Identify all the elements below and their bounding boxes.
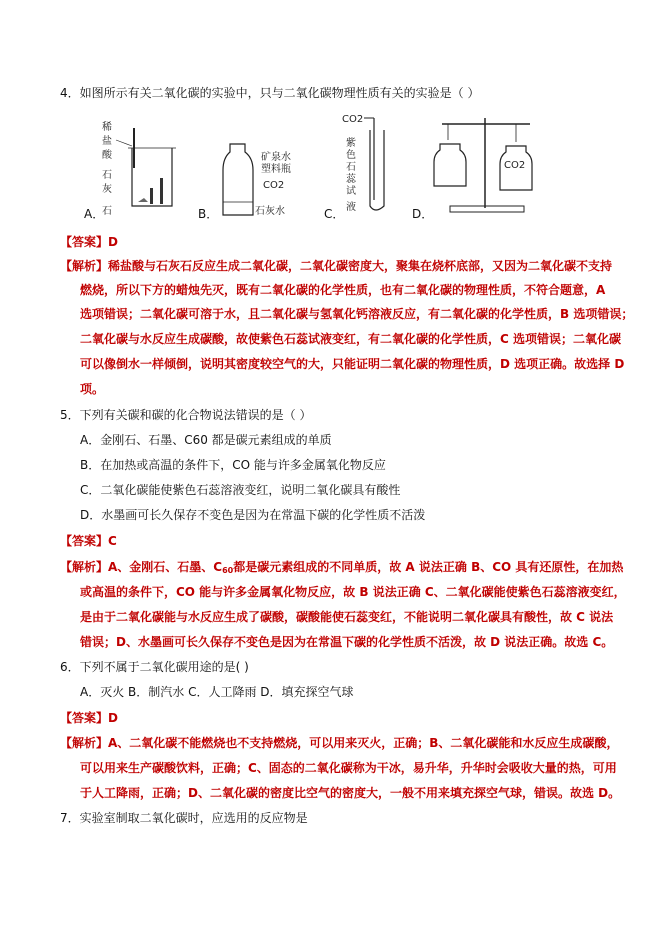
q5-option-a: A．金刚石、石墨、C60 都是碳元素组成的单质 bbox=[80, 433, 332, 447]
fig-a-label-3: 酸 bbox=[102, 150, 112, 161]
q5-explanation-line-3: 是由于二氧化碳能与水反应生成了碳酸，碳酸能使石蕊变红，不能说明二氧化碳具有酸性，故 C 说法 bbox=[80, 610, 614, 624]
q5-option-d: D．水墨画可长久保存不变色是因为在常温下碳的化学性质不活泼 bbox=[80, 508, 426, 522]
q5-explanation-subscript: 60 bbox=[222, 566, 234, 575]
q6-explanation-line-3: 于人工降雨，正确；D、二氧化碳的密度比空气的密度大，一般不用来填充探空气球，错误。故选 D。 bbox=[80, 786, 621, 800]
q4-explanation-line-5: 可以像倒水一样倾倒，说明其密度较空气的大，只能证明二氧化碳的物理性质，D 选项正确。故选择 D bbox=[80, 357, 625, 371]
q5-stem: 5．下列有关碳和碳的化合物说法错误的是（ ） bbox=[60, 408, 312, 422]
fig-b-text-3: CO2 bbox=[263, 180, 285, 191]
q6-options: A．灭火 B．制汽水 C．人工降雨 D．填充探空气球 bbox=[80, 685, 354, 699]
fig-c-text-4: 石 bbox=[346, 162, 356, 173]
q4-explanation-line-2: 燃烧，所以下方的蜡烛先灭，既有二氧化碳的化学性质，也有二氧化碳的物理性质，不符合题意，A bbox=[80, 283, 606, 297]
figure-c-test-tube bbox=[340, 110, 400, 220]
q6-explanation-line-2: 可以用来生产碳酸饮料，正确；C、固态的二氧化碳称为干冰，易升华，升华时会吸收大量的热，可用 bbox=[80, 761, 617, 775]
figure-b-plastic-bottle bbox=[215, 140, 315, 220]
q6-answer: 【答案】D bbox=[60, 711, 118, 725]
q5-explanation-part-a: 【解析】A、金刚石、石墨、C bbox=[60, 560, 223, 574]
figure-d-balance bbox=[430, 112, 540, 216]
q5-explanation-line-2: 或高温的条件下，CO 能与许多金属氧化物反应，故 B 说法正确 C、二氧化碳能使紫色石蕊溶液变红， bbox=[80, 585, 626, 599]
q4-explanation-line-1: 【解析】稀盐酸与石灰石反应生成二氧化碳，二氧化碳密度大，聚集在烧杯底部，又因为二氧化碳不支持 bbox=[60, 259, 613, 273]
q6-explanation-line-1: 【解析】A、二氧化碳不能燃烧也不支持燃烧，可以用来灭火，正确；B、二氧化碳能和水反应生成碳酸， bbox=[60, 736, 619, 750]
q4-stem: 4．如图所示有关二氧化碳的实验中，只与二氧化碳物理性质有关的实验是（ ） bbox=[60, 86, 480, 100]
q6-stem: 6．下列不属于二氧化碳用途的是( ) bbox=[60, 660, 249, 674]
q5-option-c: C．二氧化碳能使紫色石蕊溶液变红，说明二氧化碳具有酸性 bbox=[80, 483, 401, 497]
figure-a-beaker-candles bbox=[100, 118, 180, 218]
fig-a-label-4: 石 bbox=[102, 170, 112, 181]
fig-c-text-1: CO2 bbox=[342, 114, 364, 125]
q4-explanation-line-3: 选项错误；二氧化碳可溶于水，且二氧化碳与氢氧化钙溶液反应，有二氧化碳的化学性质，B 选项错误； bbox=[80, 307, 634, 321]
fig-b-text-4: 石灰水 bbox=[255, 206, 285, 217]
q5-option-b: B．在加热或高温的条件下，CO 能与许多金属氧化物反应 bbox=[80, 458, 386, 472]
fig-d-option-label: D． bbox=[412, 207, 434, 221]
fig-b-text-1: 矿泉水 bbox=[261, 152, 291, 163]
fig-a-label-6: 石 bbox=[102, 206, 112, 217]
fig-a-label-1: 稀 bbox=[102, 122, 112, 133]
fig-a-label-2: 盐 bbox=[102, 136, 112, 147]
fig-c-text-3: 色 bbox=[346, 150, 356, 161]
fig-c-option-label: C． bbox=[324, 207, 345, 221]
fig-b-option-label: B． bbox=[198, 207, 219, 221]
q5-explanation-part-b: 都是碳元素组成的不同单质，故 A 说法正确 B、CO 具有还原性，在加热 bbox=[233, 560, 624, 574]
q7-stem: 7．实验室制取二氧化碳时，应选用的反应物是 bbox=[60, 811, 308, 825]
fig-b-text-2: 塑料瓶 bbox=[261, 164, 291, 175]
fig-c-text-5: 蕊 bbox=[346, 174, 356, 185]
q4-explanation-line-4: 二氧化碳与水反应生成碳酸，故使紫色石蕊试液变红，有二氧化碳的化学性质，C 选项错误；二氧化碳 bbox=[80, 332, 621, 346]
fig-d-text-1: CO2 bbox=[504, 160, 526, 171]
q5-answer: 【答案】C bbox=[60, 534, 117, 548]
fig-a-label-5: 灰 bbox=[102, 184, 112, 195]
q5-explanation-line-4: 错误；D、水墨画可长久保存不变色是因为在常温下碳的化学性质不活泼，故 D 说法正确。故选 C。 bbox=[80, 635, 614, 649]
fig-c-text-6: 试 bbox=[346, 186, 356, 197]
q4-answer: 【答案】D bbox=[60, 235, 118, 249]
fig-a-option-label: A． bbox=[84, 207, 105, 221]
fig-c-text-7: 液 bbox=[346, 202, 356, 213]
q4-explanation-line-6: 项。 bbox=[80, 382, 105, 396]
fig-c-text-2: 紫 bbox=[346, 138, 356, 149]
q5-explanation-line-1 bbox=[60, 560, 623, 574]
